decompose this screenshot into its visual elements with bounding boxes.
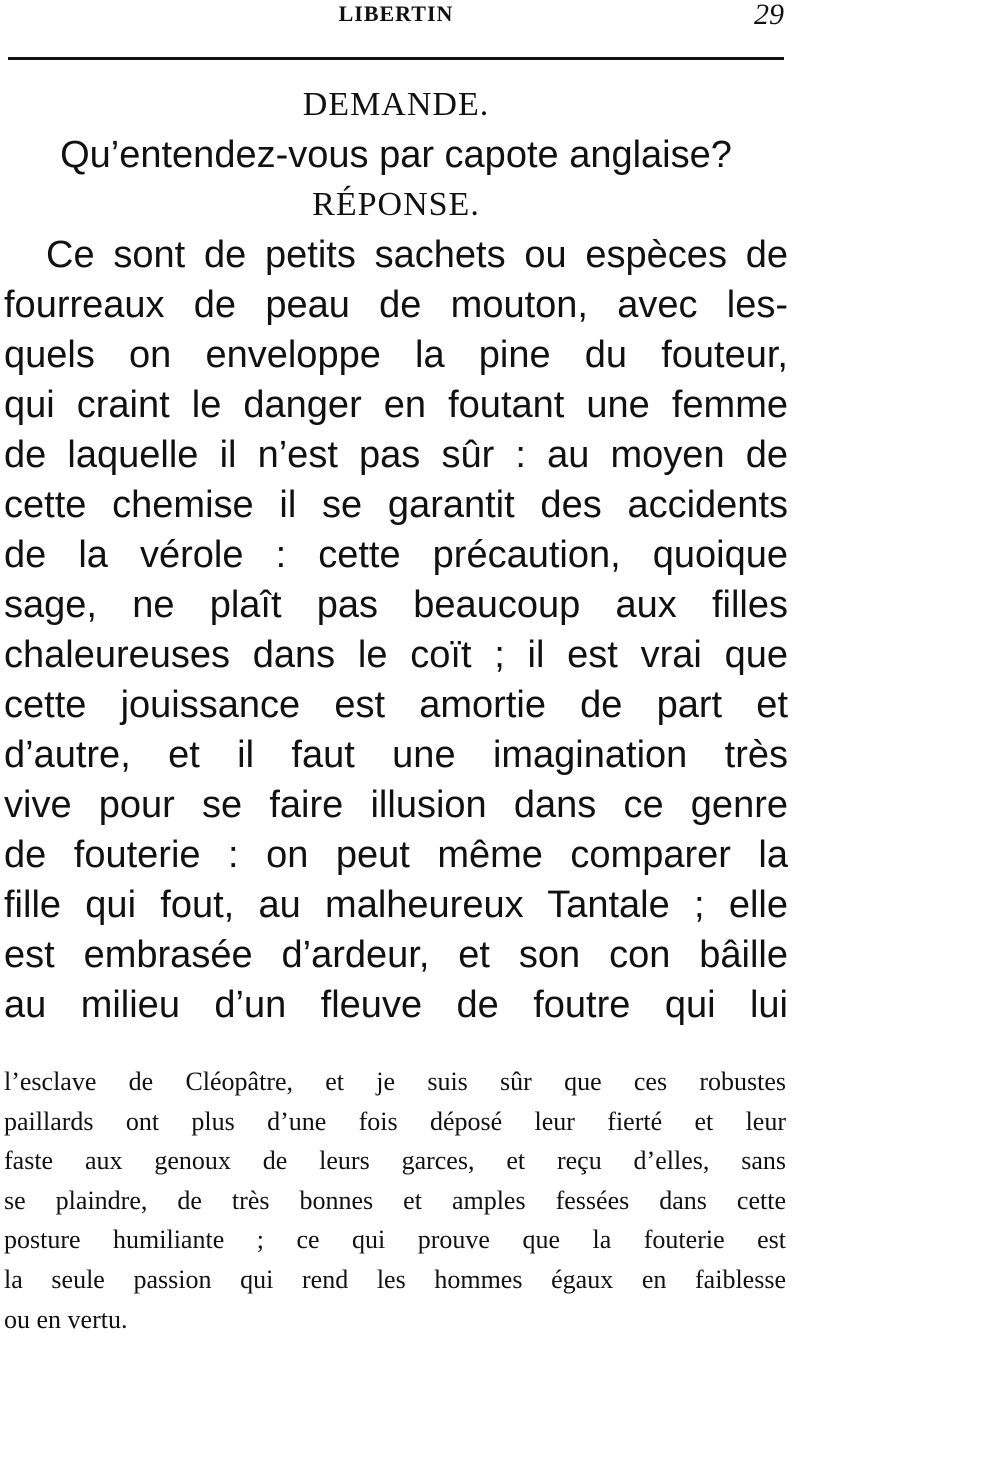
answer-label: RÉPONSE. <box>312 186 480 223</box>
footnote-line: faste aux genoux de leurs garces, et reçu d’elles, sans <box>4 1146 786 1176</box>
answer-line: de fouterie : on peut même comparer la <box>4 834 788 876</box>
footnote-line: posture humiliante ; ce qui prouve que la fouterie est <box>4 1225 786 1255</box>
footnote-line: l’esclave de Cléopâtre, et je suis sûr que ces robustes <box>4 1067 786 1096</box>
footnote-line: la seule passion qui rend les hommes égaux en faiblesse <box>4 1264 786 1294</box>
answer-line: fille qui fout, au malheureux Tantale ; elle <box>4 884 788 926</box>
answer-line: cette jouissance est amortie de part et <box>4 684 788 726</box>
running-head <box>8 0 784 34</box>
answer-line: de la vérole : cette précaution, quoique <box>4 534 788 576</box>
answer-line: vive pour se faire illusion dans ce genre <box>4 784 788 826</box>
answer-line: quels on enveloppe la pine du fouteur, <box>4 334 788 376</box>
footnote-line: ou en vertu. <box>4 1304 128 1334</box>
answer-line: fourreaux de peau de mouton, avec les- <box>4 284 788 326</box>
footnote-line: se plaindre, de très bonnes et amples fessées dans cette <box>4 1185 786 1215</box>
page-number: 29 <box>754 0 784 31</box>
question-label: DEMANDE. <box>302 86 490 123</box>
answer-line: chaleureuses dans le coït ; il est vrai que <box>4 634 788 676</box>
answer-line: sage, ne plaît pas beaucoup aux filles <box>4 584 788 626</box>
answer-line: qui craint le danger en foutant une femme <box>4 384 788 426</box>
footnote-line: paillards ont plus d’une fois déposé leur fierté et leur <box>4 1106 786 1136</box>
header-rule <box>8 57 784 60</box>
answer-line: de laquelle il n’est pas sûr : au moyen de <box>4 434 788 476</box>
footnote <box>4 1062 786 1339</box>
question-text: Qu’entendez-vous par capote anglaise? <box>60 134 732 176</box>
answer-line: au milieu d’un fleuve de foutre qui lui <box>4 984 788 1026</box>
answer-line: cette chemise il se garantit des accidents <box>4 484 788 526</box>
answer-line: d’autre, et il faut une imagination très <box>4 734 788 776</box>
running-title: LIBERTIN <box>338 1 454 26</box>
answer-line: Ce sont de petits sachets ou espèces de <box>46 234 788 276</box>
main-text <box>4 80 788 1030</box>
answer-line: est embrasée d’ardeur, et son con bâille <box>4 934 788 976</box>
